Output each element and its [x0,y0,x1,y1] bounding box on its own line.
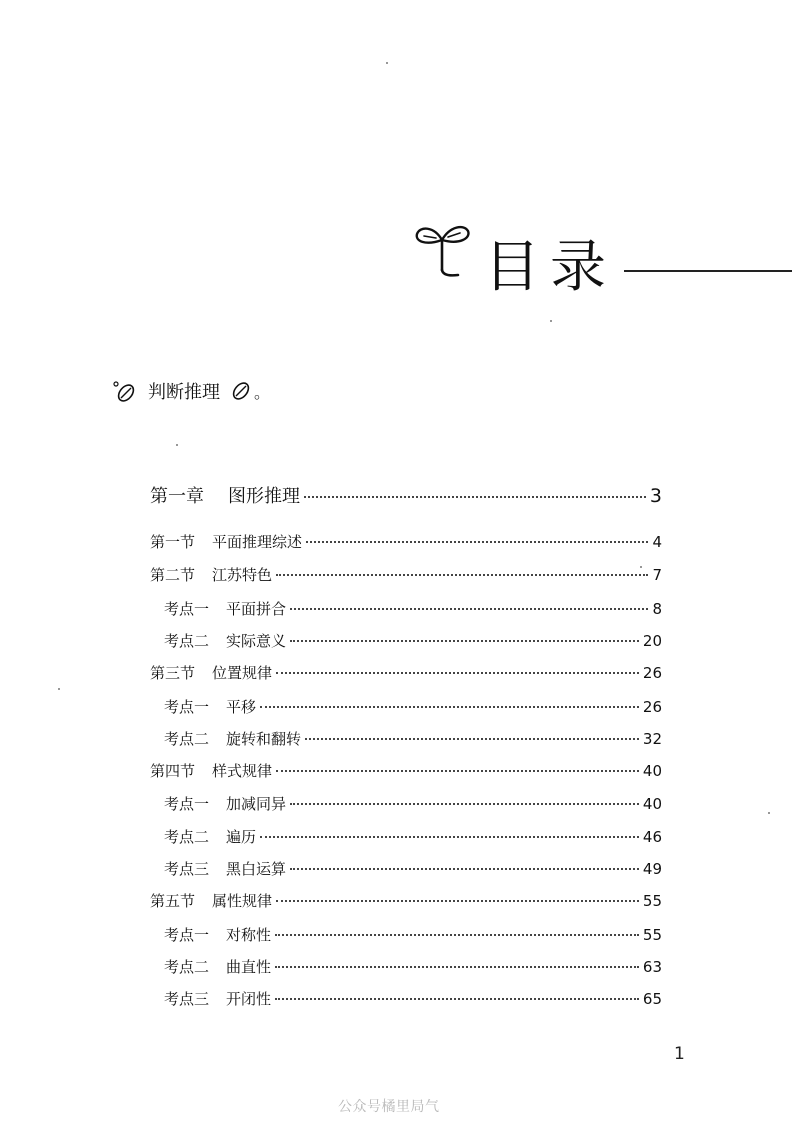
toc-page: 40 [642,762,662,780]
page-title: 目录 [484,235,616,300]
toc-label: 考点一 [164,600,210,618]
toc-leader [290,608,648,610]
toc-label: 考点二 [164,958,210,976]
toc-page: 63 [642,958,662,976]
toc-label: 考点三 [164,860,210,878]
toc-leader [276,900,639,902]
toc-title: 样式规律 [212,762,273,780]
toc-label: 第一节 [150,533,196,551]
toc-leader [290,868,639,870]
toc-label: 第三节 [150,664,196,682]
leaf-icon [112,379,136,403]
toc-label: 考点一 [164,926,210,944]
toc-page: 32 [642,730,662,748]
toc-page: 55 [642,926,662,944]
toc-point[interactable] [150,696,662,717]
toc-page: 4 [652,533,662,551]
toc-title: 平面拼合 [226,600,287,618]
toc-page: 65 [642,990,662,1008]
toc-label: 第五节 [150,892,196,910]
toc-leader [275,998,639,1000]
toc-leader [276,672,639,674]
toc-title: 属性规律 [212,892,273,910]
toc-point[interactable] [150,793,662,814]
toc-point[interactable] [150,858,662,879]
toc-title: 位置规律 [212,664,273,682]
toc-page: 7 [652,566,662,584]
section-trailing-mark: 。 [254,382,271,402]
toc-title: 图形推理 [228,486,300,507]
toc-leader [304,496,646,498]
toc-label: 第二节 [150,566,196,584]
toc-page: 20 [642,632,662,650]
section-title: 判断推理 [148,382,220,403]
toc-point[interactable] [150,988,662,1009]
toc-chapter[interactable] [150,482,662,508]
toc-page: 3 [649,485,662,507]
toc-label: 第一章 [150,486,204,507]
toc-leader [275,966,639,968]
toc-point[interactable] [150,630,662,651]
toc-section[interactable] [150,760,662,781]
toc-leader [275,934,639,936]
toc-point[interactable] [150,826,662,847]
scan-speck [386,62,388,64]
leaf-icon [230,379,254,403]
toc-title: 曲直性 [226,958,272,976]
scan-speck [58,688,60,690]
toc-leader [306,541,648,543]
toc-label: 考点二 [164,632,210,650]
toc-label: 考点二 [164,828,210,846]
toc-page: 26 [642,698,662,716]
section-heading [112,376,270,406]
toc-title: 旋转和翻转 [226,730,302,748]
title-rule [624,270,792,272]
toc-leader [305,738,639,740]
toc-point[interactable] [150,598,662,619]
toc-title: 对称性 [226,926,272,944]
toc-page: 26 [642,664,662,682]
sprout-icon [412,218,474,278]
toc-leader [260,706,639,708]
toc-title: 平面推理综述 [212,533,303,551]
toc-section[interactable] [150,662,662,683]
toc-title: 加减同异 [226,795,287,813]
toc-title: 黑白运算 [226,860,287,878]
toc-label: 考点二 [164,730,210,748]
toc-title: 开闭性 [226,990,272,1008]
toc-section[interactable] [150,564,662,585]
toc-page: 8 [652,600,662,618]
toc-leader [290,803,639,805]
toc-label: 考点一 [164,698,210,716]
toc-page: 49 [642,860,662,878]
toc-leader [290,640,639,642]
toc-point[interactable] [150,956,662,977]
toc-leader [260,836,639,838]
scan-speck [768,812,770,814]
watermark: 公众号橘里局气 [338,1099,440,1115]
toc-title: 平移 [226,698,257,716]
toc-leader [276,770,639,772]
toc-point[interactable] [150,728,662,749]
toc-page: 40 [642,795,662,813]
page-number: 1 [674,1044,685,1064]
toc-label: 第四节 [150,762,196,780]
scan-speck [176,444,178,446]
scan-speck [550,320,552,322]
toc-label: 考点一 [164,795,210,813]
toc-point[interactable] [150,924,662,945]
toc-label: 考点三 [164,990,210,1008]
toc-page: 46 [642,828,662,846]
toc-title: 遍历 [226,828,257,846]
toc-page: 55 [642,892,662,910]
toc-title: 江苏特色 [212,566,273,584]
toc-title: 实际意义 [226,632,287,650]
toc-leader [276,574,648,576]
toc-section[interactable] [150,890,662,911]
toc-section[interactable] [150,531,662,552]
